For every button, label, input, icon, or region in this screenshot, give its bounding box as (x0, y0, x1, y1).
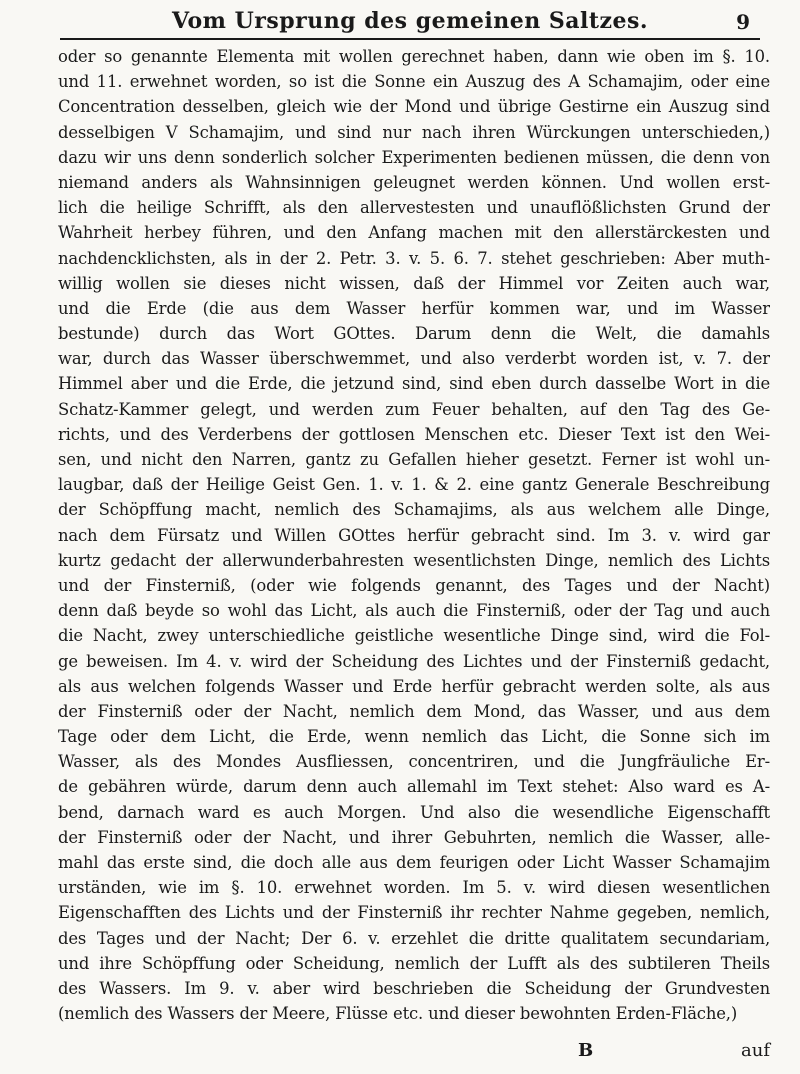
text-line: und ihre Schöpffung oder Scheidung, nemlich der Lufft als des subtileren Theils (58, 953, 770, 973)
header-rule (60, 38, 760, 40)
text-line: der Finsterniß oder der Nacht, und ihrer Gebuhrten, nemlich die Wasser, alle- (58, 827, 770, 847)
text-line: des Wassers. Im 9. v. aber wird beschrieben die Scheidung der Grundvesten (58, 978, 770, 998)
text-line: niemand anders als Wahnsinnigen geleugnet werden können. Und wollen erst- (58, 172, 770, 192)
text-line: bestunde) durch das Wort GOttes. Darum denn die Welt, die damahls (58, 324, 770, 344)
text-line: der Schöpffung macht, nemlich des Schamajims, als aus welchem alle Dinge, (58, 500, 770, 520)
text-line: Wasser, als des Mondes Ausfliessen, concentriren, und die Jungfräuliche Er- (58, 752, 770, 772)
running-title: Vom Ursprung des gemeinen Saltzes. (171, 8, 649, 34)
text-line: als aus welchen folgends Wasser und Erde herfür gebracht werden solte, als aus (58, 676, 770, 696)
text-line: bend, darnach ward es auch Morgen. Und also die wesendliche Eigenschafft (58, 802, 770, 822)
text-line: lich die heilige Schrifft, als den allervestesten und unauflößlichsten Grund der (58, 198, 770, 218)
text-line: ge beweisen. Im 4. v. wird der Scheidung des Lichtes und der Finsterniß gedacht, (58, 651, 770, 671)
footer-line (58, 1040, 770, 1066)
text-line: Eigenschafften des Lichts und der Finsterniß ihr rechter Nahme gegeben, nemlich, (58, 903, 770, 923)
text-line: Tage oder dem Licht, die Erde, wenn nemlich das Licht, die Sonne sich im (58, 727, 770, 747)
text-line: des Tages und der Nacht; Der 6. v. erzehlet die dritte qualitatem secundariam, (58, 928, 770, 948)
text-line: richts, und des Verderbens der gottlosen Menschen etc. Dieser Text ist den Wei- (58, 424, 770, 444)
text-line: der Finsterniß oder der Nacht, nemlich dem Mond, das Wasser, und aus dem (58, 701, 770, 721)
text-line: Wahrheit herbey führen, und den Anfang machen mit den allerstärckesten und (58, 223, 770, 243)
text-line: laugbar, daß der Heilige Geist Gen. 1. v. 1. & 2. eine gantz Generale Beschreibung (58, 475, 770, 495)
text-line: denn daß beyde so wohl das Licht, als auch die Finsterniß, oder der Tag und auch (58, 601, 770, 621)
text-line: de gebähren würde, darum denn auch allemahl im Text stehet: Also ward es A- (58, 777, 770, 797)
text-line: (nemlich des Wassers der Meere, Flüsse etc. und dieser bewohnten Erden-Fläche,) (58, 1004, 738, 1024)
text-line: und der Finsterniß, (oder wie folgends genannt, des Tages und der Nacht) (58, 575, 770, 595)
text-line: Himmel aber und die Erde, die jetzund sind, sind eben durch dasselbe Wort in die (58, 374, 770, 394)
text-line: die Nacht, zwey unterschiedliche geistliche wesentliche Dinge sind, wird die Fol- (58, 626, 770, 646)
text-line: kurtz gedacht der allerwunderbahresten wesentlichsten Dinge, nemlich des Lichts (58, 550, 770, 570)
text-line: Concentration desselben, gleich wie der Mond und übrige Gestirne ein Auszug sind (58, 97, 770, 117)
text-line: willig wollen sie dieses nicht wissen, daß der Himmel vor Zeiten auch war, (58, 273, 770, 293)
text-line: desselbigen V Schamajim, und sind nur nach ihren Würckungen unterschieden,) (58, 122, 770, 142)
text-line: urständen, wie im §. 10. erwehnet worden. Im 5. v. wird diesen wesentlichen (58, 878, 770, 898)
signature-mark: B (578, 1040, 594, 1061)
body-text (58, 44, 770, 1026)
text-line: Schatz-Kammer gelegt, und werden zum Feuer behalten, auf den Tag des Ge- (58, 399, 770, 419)
text-line: dazu wir uns denn sonderlich solcher Experimenten bedienen müssen, die denn von (58, 147, 770, 167)
text-line: und die Erde (die aus dem Wasser herfür kommen war, und im Wasser (58, 298, 770, 318)
page-number: 9 (736, 10, 750, 34)
text-line: nachdencklichsten, als in der 2. Petr. 3. v. 5. 6. 7. stehet geschrieben: Aber muth- (58, 248, 770, 268)
running-head (60, 6, 760, 38)
text-line: oder so genannte Elementa mit wollen gerechnet haben, dann wie oben im §. 10. (58, 47, 770, 66)
text-line: sen, und nicht den Narren, gantz zu Gefallen hieher gesetzt. Ferner ist wohl un- (58, 450, 770, 469)
text-line: nach dem Fürsatz und Willen GOttes herfür gebracht sind. Im 3. v. wird gar (58, 525, 770, 545)
text-line: mahl das erste sind, die doch alle aus dem feurigen oder Licht Wasser Schamajim (58, 853, 770, 872)
text-line: und 11. erwehnet worden, so ist die Sonne ein Auszug des A Schamajim, oder eine (58, 72, 770, 92)
catchword: auf (741, 1040, 770, 1061)
text-line: war, durch das Wasser überschwemmet, und also verderbt worden ist, v. 7. der (58, 349, 770, 369)
